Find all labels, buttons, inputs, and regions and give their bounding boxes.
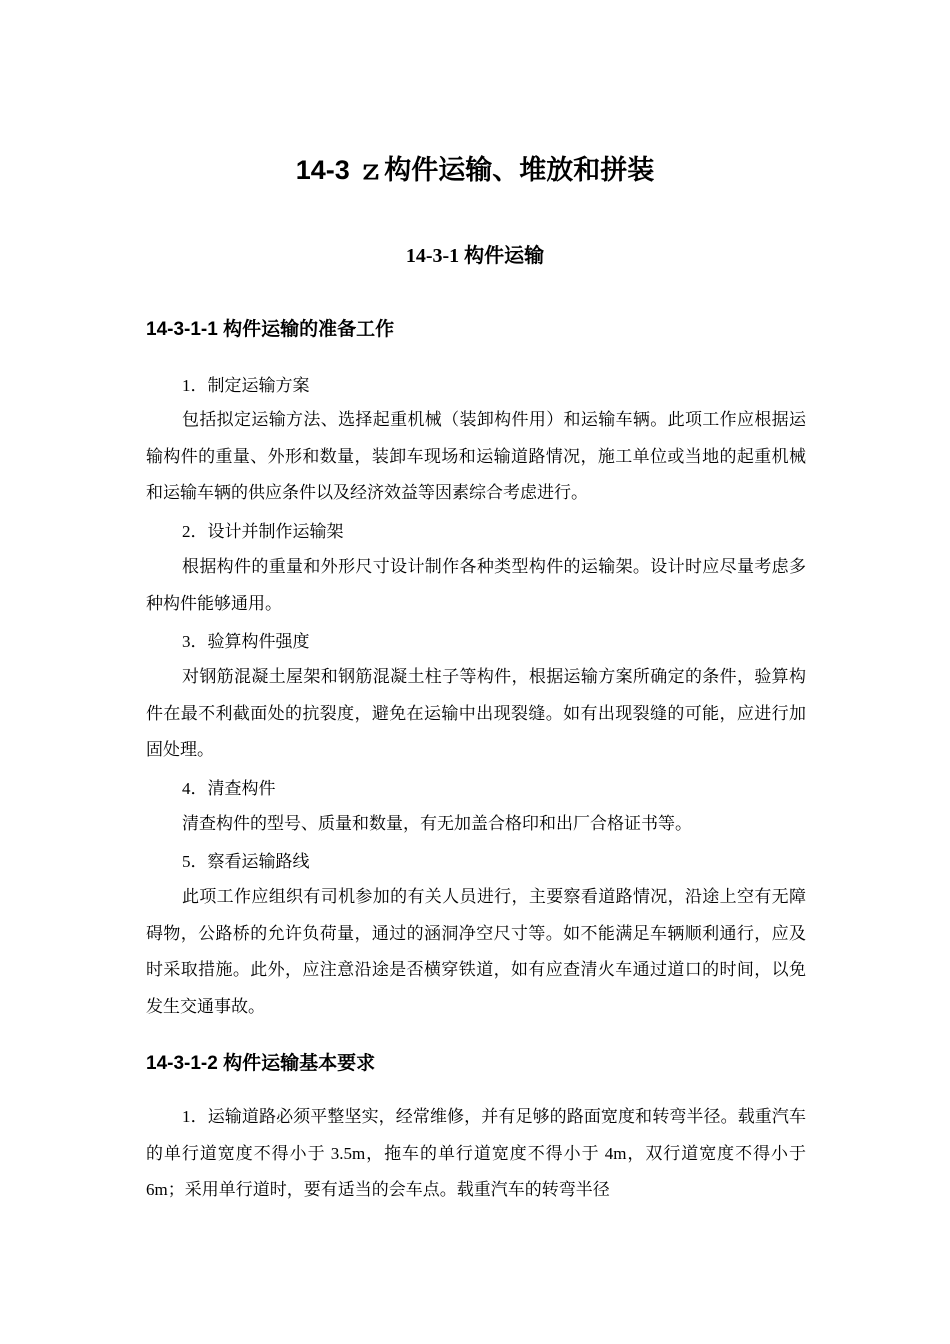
- item-1-paragraph: 包括拟定运输方法、选择起重机械（装卸构件用）和运输车辆。此项工作应根据运输构件的重量、外形和数量，装卸车现场和运输道路情况，施工单位或当地的起重机械和运输车辆的供应条件以及经济效益等因素综合考虑进行。: [146, 410, 806, 502]
- item-3-paragraph: 对钢筋混凝土屋架和钢筋混凝土柱子等构件，根据运输方案所确定的条件，验算构件在最不利截面处的抗裂度，避免在运输中出现裂缝。如有出现裂缝的可能，应进行加固处理。: [146, 667, 806, 759]
- section-title: 14-3-1 构件运输: [405, 245, 545, 267]
- item-2-label: 2．设计并制作运输架: [182, 522, 344, 541]
- item-4-label: 4．清查构件: [182, 779, 276, 798]
- item-1-label: 1．制定运输方案: [182, 376, 310, 395]
- item-4-paragraph: 清查构件的型号、质量和数量，有无加盖合格印和出厂合格证书等。: [182, 814, 692, 833]
- subsection-heading-2: 14-3-1-2 构件运输基本要求: [146, 1053, 376, 1074]
- item-5-paragraph: 此项工作应组织有司机参加的有关人员进行，主要察看道路情况，沿途上空有无障碍物，公路桥的允许负荷量，通过的涵洞净空尺寸等。如不能满足车辆顺利通行，应及时采取措施。此外，应注意沿途是否横穿铁道，如有应查清火车通过道口的时间，以免发生交通事故。: [146, 887, 806, 1016]
- subsection-heading-1: 14-3-1-1 构件运输的准备工作: [146, 319, 395, 340]
- item-5-label: 5．察看运输路线: [182, 852, 310, 871]
- item-2-paragraph: 根据构件的重量和外形尺寸设计制作各种类型构件的运输架。设计时应尽量考虑多种构件能够通用。: [146, 557, 806, 613]
- item-3-label: 3．验算构件强度: [182, 632, 310, 651]
- requirements-paragraph: 1．运输道路必须平整坚实，经常维修，并有足够的路面宽度和转弯半径。载重汽车的单行道宽度不得小于 3.5m，拖车的单行道宽度不得小于 4m，双行道宽度不得小于 6m；采用单行道时，要有适当的会车点。载重汽车的转弯半径: [146, 1107, 806, 1199]
- document-title: 14-3 ｚ构件运输、堆放和拼装: [295, 155, 655, 185]
